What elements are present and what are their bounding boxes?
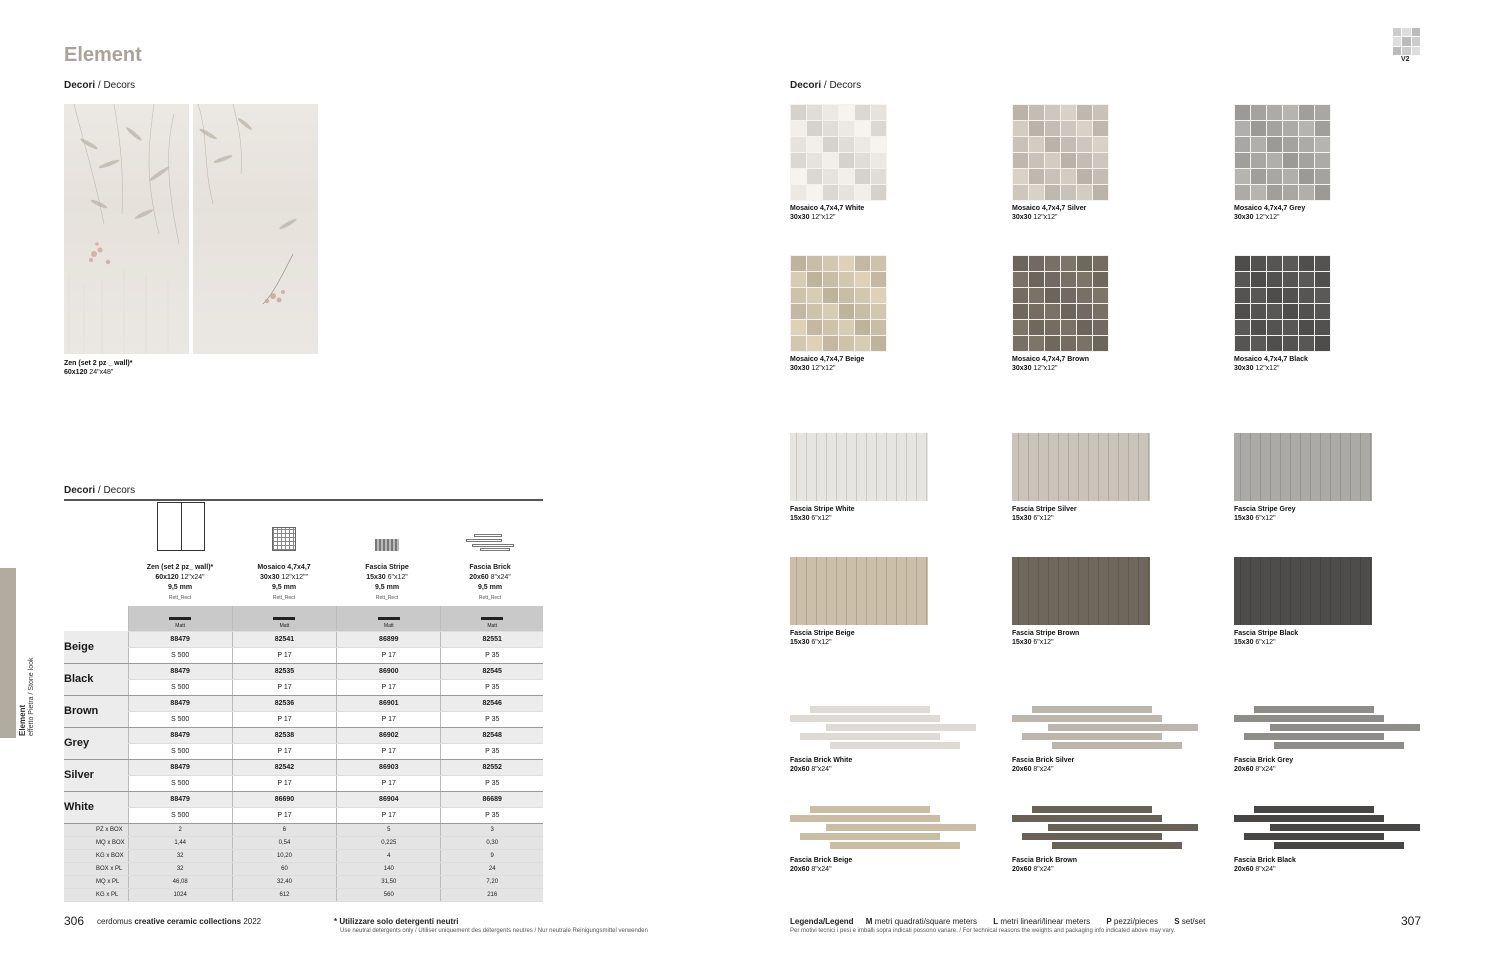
product-name: Mosaico 4,7x4,7 Black xyxy=(1234,356,1308,363)
pack-unit: P 35 xyxy=(441,679,543,695)
product-name: Fascia Brick Brown xyxy=(1012,857,1077,864)
product-size: 30x30 xyxy=(790,214,810,221)
spec-table xyxy=(64,606,543,902)
packaging-value: 0,225 xyxy=(337,836,441,849)
product-caption xyxy=(1234,355,1308,373)
brick-strip xyxy=(1270,724,1420,731)
mosaic-tile-image xyxy=(1234,104,1331,201)
brick-strip xyxy=(830,842,960,849)
pack-unit: P 17 xyxy=(337,711,441,727)
product-size-inch: 8"x24" xyxy=(1031,766,1054,773)
product-size: 15x30 xyxy=(790,639,810,646)
product-caption xyxy=(1012,505,1077,523)
stripe-tile-image xyxy=(1234,433,1372,501)
product-size-inch: 6"x12" xyxy=(1031,639,1054,646)
packaging-value: 3 xyxy=(441,823,543,836)
packaging-value: 4 xyxy=(337,849,441,862)
packaging-row xyxy=(64,862,543,875)
product-caption xyxy=(1234,505,1295,523)
finish-row xyxy=(64,606,543,631)
packaging-value: 46,08 xyxy=(128,875,232,888)
product-size: 20x60 xyxy=(1234,866,1254,873)
product-size-inch: 12"x12" xyxy=(809,214,836,221)
packaging-value: 2 xyxy=(128,823,232,836)
packaging-value: 24 xyxy=(441,862,543,875)
table-heading: Decori / Decors xyxy=(64,485,136,496)
article-code: 82545 xyxy=(441,663,543,679)
packaging-label: KG x PL xyxy=(64,888,128,901)
pack-unit: P 17 xyxy=(232,775,336,791)
row-color-name: Grey xyxy=(64,727,128,759)
article-code: 82551 xyxy=(441,631,543,647)
product-caption xyxy=(1012,629,1079,647)
brick-strip xyxy=(1022,733,1162,740)
article-code: 86899 xyxy=(337,631,441,647)
product-size: 15x30 xyxy=(790,515,810,522)
packaging-row xyxy=(64,875,543,888)
table-row xyxy=(64,631,543,647)
pack-unit: P 17 xyxy=(337,679,441,695)
article-code: 82536 xyxy=(232,695,336,711)
brick-tile-image xyxy=(1012,706,1198,754)
col-head-zen: Zen (set 2 pz_ wall)* 60x120 12"x24" 9,5 mm Rett_Rect xyxy=(146,564,214,601)
section-heading-decors: Decori / Decors xyxy=(64,80,136,91)
brick-strip xyxy=(830,742,960,749)
product-size: 30x30 xyxy=(1234,365,1254,372)
packaging-value: 1024 xyxy=(128,888,232,901)
brick-strip xyxy=(1012,815,1162,822)
product-name: Fascia Brick White xyxy=(790,757,853,764)
pack-unit: P 17 xyxy=(232,807,336,823)
packaging-value: 31,50 xyxy=(337,875,441,888)
side-tab xyxy=(0,568,16,738)
table-row xyxy=(64,791,543,807)
brick-strip xyxy=(790,715,940,722)
product-size-inch: 12"x12" xyxy=(809,365,836,372)
article-code: 88479 xyxy=(128,631,232,647)
product-caption xyxy=(1234,856,1296,874)
brick-tile-image xyxy=(790,706,976,754)
article-code: 82552 xyxy=(441,759,543,775)
pack-unit: P 35 xyxy=(441,743,543,759)
packaging-row xyxy=(64,823,543,836)
product-name: Mosaico 4,7x4,7 Grey xyxy=(1234,205,1306,212)
article-code: 82542 xyxy=(232,759,336,775)
product-caption xyxy=(790,756,852,774)
article-code: 82541 xyxy=(232,631,336,647)
legend: Legenda/Legend M metri quadrati/square meters L metri lineari/linear meters P pezzi/pieces S set/set xyxy=(790,917,1206,926)
packaging-value: 32 xyxy=(128,849,232,862)
brick-strip xyxy=(1254,806,1374,813)
row-color-name: Silver xyxy=(64,759,128,791)
packaging-value: 140 xyxy=(337,862,441,875)
packaging-value: 0,30 xyxy=(441,836,543,849)
brick-strip xyxy=(810,806,930,813)
pack-unit: P 17 xyxy=(232,743,336,759)
packaging-label: PZ x BOX xyxy=(64,823,128,836)
brick-strip xyxy=(790,815,940,822)
pack-unit: S 500 xyxy=(128,807,232,823)
packaging-value: 6 xyxy=(232,823,336,836)
section-heading-decors-right: Decori / Decors xyxy=(790,80,862,91)
article-code: 86690 xyxy=(232,791,336,807)
table-row xyxy=(64,727,543,743)
product-size: 30x30 xyxy=(1234,214,1254,221)
product-size-inch: 6"x12" xyxy=(1253,639,1276,646)
brick-icon xyxy=(466,534,516,551)
product-size: 30x30 xyxy=(790,365,810,372)
brick-tile-image xyxy=(1234,706,1420,754)
pack-unit: P 17 xyxy=(337,743,441,759)
packaging-value: 9 xyxy=(441,849,543,862)
stripe-tile-image xyxy=(1012,557,1150,625)
side-label: Element effetto Pietra / Stone look xyxy=(18,657,35,736)
packaging-value: 60 xyxy=(232,862,336,875)
brick-strip xyxy=(1244,733,1384,740)
brick-strip xyxy=(1052,742,1182,749)
pack-unit: P 17 xyxy=(337,807,441,823)
col-head-stripe: Fascia Stripe 15x30 6"x12" 9,5 mm Rett_Rect xyxy=(365,564,409,601)
article-code: 82548 xyxy=(441,727,543,743)
packaging-value: 560 xyxy=(337,888,441,901)
article-code: 86903 xyxy=(337,759,441,775)
product-size: 20x60 xyxy=(1234,766,1254,773)
article-code: 88479 xyxy=(128,727,232,743)
col-head-mosaico: Mosaico 4,7x4,7 30x30 12"x12"" 9,5 mm Rett_Rect xyxy=(257,564,311,601)
product-size: 15x30 xyxy=(1012,639,1032,646)
table-rule xyxy=(64,499,543,501)
packaging-value: 10,20 xyxy=(232,849,336,862)
product-size-inch: 12"x12" xyxy=(1031,365,1058,372)
packaging-label: BOX x PL xyxy=(64,862,128,875)
product-name: Mosaico 4,7x4,7 Silver xyxy=(1012,205,1087,212)
page-number-left: 306 xyxy=(64,914,85,928)
product-size: 15x30 xyxy=(1234,515,1254,522)
table-row xyxy=(64,711,543,727)
product-name: Mosaico 4,7x4,7 Beige xyxy=(790,356,865,363)
packaging-value: 0,54 xyxy=(232,836,336,849)
brick-strip xyxy=(1052,842,1182,849)
product-caption xyxy=(790,204,864,222)
brick-strip xyxy=(1234,815,1384,822)
product-size: 20x60 xyxy=(790,766,810,773)
packaging-value: 7,20 xyxy=(441,875,543,888)
zen-set-icon xyxy=(157,502,205,551)
product-size-inch: 8"x24" xyxy=(809,866,832,873)
collection-badge-icon xyxy=(1393,28,1420,55)
pack-unit: P 35 xyxy=(441,711,543,727)
pack-unit: P 17 xyxy=(337,647,441,663)
article-code: 88479 xyxy=(128,695,232,711)
brick-strip xyxy=(1254,706,1374,713)
product-size-inch: 8"x24" xyxy=(1031,866,1054,873)
table-row xyxy=(64,663,543,679)
finish-cell: Matt xyxy=(441,606,543,631)
product-caption xyxy=(1234,204,1305,222)
packaging-value: 216 xyxy=(441,888,543,901)
product-caption xyxy=(1012,355,1089,373)
product-caption xyxy=(1012,856,1077,874)
article-code: 86689 xyxy=(441,791,543,807)
product-size-inch: 8"x24" xyxy=(809,766,832,773)
product-caption xyxy=(790,505,855,523)
product-size-inch: 6"x12" xyxy=(1253,515,1276,522)
zen-panel-left xyxy=(64,104,189,354)
pack-unit: P 17 xyxy=(232,711,336,727)
product-caption xyxy=(1012,204,1086,222)
article-code: 86901 xyxy=(337,695,441,711)
brick-strip xyxy=(1012,715,1162,722)
product-name: Fascia Stripe Black xyxy=(1234,630,1299,637)
table-row xyxy=(64,775,543,791)
product-size-inch: 6"x12" xyxy=(809,515,832,522)
product-size: 20x60 xyxy=(1012,866,1032,873)
article-code: 82538 xyxy=(232,727,336,743)
brick-strip xyxy=(1032,806,1152,813)
stripe-tile-image xyxy=(1012,433,1150,501)
mosaic-tile-image xyxy=(1012,255,1109,352)
article-code: 82546 xyxy=(441,695,543,711)
packaging-row xyxy=(64,888,543,901)
packaging-row xyxy=(64,836,543,849)
stripe-tile-image xyxy=(1234,557,1372,625)
article-code: 86902 xyxy=(337,727,441,743)
packaging-row xyxy=(64,849,543,862)
row-color-name: Brown xyxy=(64,695,128,727)
detergent-note: * Utilizzare solo detergenti neutri xyxy=(334,917,459,926)
product-size-inch: 6"x12" xyxy=(809,639,832,646)
col-head-brick: Fascia Brick 20x60 8"x24" 9,5 mm Rett_Rect xyxy=(469,564,511,601)
mosaic-tile-image xyxy=(1234,255,1331,352)
pack-unit: P 17 xyxy=(337,775,441,791)
product-name: Mosaico 4,7x4,7 White xyxy=(790,205,865,212)
pack-unit: P 35 xyxy=(441,807,543,823)
finish-cell: Matt xyxy=(128,606,232,631)
product-size-inch: 8"x24" xyxy=(1253,766,1276,773)
mosaic-tile-image xyxy=(790,104,887,201)
finish-cell: Matt xyxy=(232,606,336,631)
product-name: Fascia Brick Black xyxy=(1234,857,1296,864)
pack-unit: P 17 xyxy=(232,679,336,695)
brick-tile-image xyxy=(790,806,976,854)
product-size-inch: 12"x12" xyxy=(1253,214,1280,221)
product-size-inch: 6"x12" xyxy=(1031,515,1054,522)
product-size-inch: 12"x12" xyxy=(1031,214,1058,221)
pack-unit: S 500 xyxy=(128,775,232,791)
product-name: Fascia Stripe Grey xyxy=(1234,506,1296,513)
product-caption xyxy=(1234,629,1298,647)
product-name: Fascia Stripe White xyxy=(790,506,855,513)
table-row xyxy=(64,743,543,759)
article-code: 88479 xyxy=(128,791,232,807)
packaging-label: MQ x PL xyxy=(64,875,128,888)
brick-strip xyxy=(1234,715,1384,722)
product-name: Fascia Stripe Brown xyxy=(1012,630,1080,637)
table-row xyxy=(64,759,543,775)
brick-tile-image xyxy=(1234,806,1420,854)
article-code: 86904 xyxy=(337,791,441,807)
brick-strip xyxy=(1274,842,1404,849)
stripe-tile-image xyxy=(790,557,928,625)
article-code: 88479 xyxy=(128,663,232,679)
pack-unit: P 17 xyxy=(232,647,336,663)
brick-strip xyxy=(826,824,976,831)
page-title: Element xyxy=(64,44,142,66)
product-size: 15x30 xyxy=(1012,515,1032,522)
product-size: 30x30 xyxy=(1012,365,1032,372)
product-name: Fascia Stripe Beige xyxy=(790,630,855,637)
detergent-note-sub: Use neutral detergents only / Utiliser uniquement des détergents neutres / Nur neutrale Reinigungsmittel verwenden xyxy=(340,928,648,934)
table-row xyxy=(64,807,543,823)
brick-strip xyxy=(800,833,940,840)
pack-unit: S 500 xyxy=(128,711,232,727)
brick-tile-image xyxy=(1012,806,1198,854)
product-size: 30x30 xyxy=(1012,214,1032,221)
packaging-label: KG x BOX xyxy=(64,849,128,862)
packaging-value: 1,44 xyxy=(128,836,232,849)
table-row xyxy=(64,679,543,695)
collection-badge-label: V2 xyxy=(1401,56,1410,63)
legend-note: Per motivi tecnici i pesi e imballi sopra indicati possono variare. / For technical reasons the weights and packaging info indicated above may vary. xyxy=(790,928,1176,934)
finish-cell: Matt xyxy=(337,606,441,631)
product-caption xyxy=(1234,756,1293,774)
brick-strip xyxy=(1032,706,1152,713)
pack-unit: S 500 xyxy=(128,743,232,759)
brick-strip xyxy=(1048,724,1198,731)
product-caption xyxy=(1012,756,1074,774)
product-caption xyxy=(790,856,852,874)
article-code: 82535 xyxy=(232,663,336,679)
row-color-name: Black xyxy=(64,663,128,695)
product-name: Fascia Brick Grey xyxy=(1234,757,1294,764)
packaging-value: 5 xyxy=(337,823,441,836)
brick-strip xyxy=(800,733,940,740)
packaging-value: 32 xyxy=(128,862,232,875)
brick-strip xyxy=(1048,824,1198,831)
product-size: 20x60 xyxy=(790,866,810,873)
article-code: 86900 xyxy=(337,663,441,679)
product-name: Fascia Brick Beige xyxy=(790,857,853,864)
brick-strip xyxy=(1022,833,1162,840)
mosaic-tile-image xyxy=(1012,104,1109,201)
product-size: 20x60 xyxy=(1012,766,1032,773)
stripe-icon xyxy=(375,539,399,551)
product-caption xyxy=(790,355,864,373)
brick-strip xyxy=(826,724,976,731)
product-size-inch: 12"x12" xyxy=(1253,365,1280,372)
brick-strip xyxy=(1274,742,1404,749)
packaging-value: 32,40 xyxy=(232,875,336,888)
zen-panel-right xyxy=(193,104,318,354)
packaging-value: 612 xyxy=(232,888,336,901)
pack-unit: P 35 xyxy=(441,775,543,791)
product-size-inch: 8"x24" xyxy=(1253,866,1276,873)
pack-unit: P 35 xyxy=(441,647,543,663)
table-row xyxy=(64,647,543,663)
zen-caption: Zen (set 2 pz _ wall)* 60x120 24"x48" xyxy=(64,360,133,376)
packaging-label: MQ x BOX xyxy=(64,836,128,849)
brand-line: cerdomus creative ceramic collections 2022 xyxy=(97,917,262,926)
product-name: Fascia Brick Silver xyxy=(1012,757,1075,764)
brick-strip xyxy=(1244,833,1384,840)
brick-strip xyxy=(810,706,930,713)
mosaic-tile-image xyxy=(790,255,887,352)
row-color-name: Beige xyxy=(64,631,128,663)
row-color-name: White xyxy=(64,791,128,823)
table-row xyxy=(64,695,543,711)
mosaic-icon xyxy=(272,527,296,551)
pack-unit: S 500 xyxy=(128,679,232,695)
product-name: Mosaico 4,7x4,7 Brown xyxy=(1012,356,1090,363)
stripe-tile-image xyxy=(790,433,928,501)
pack-unit: S 500 xyxy=(128,647,232,663)
product-name: Fascia Stripe Silver xyxy=(1012,506,1077,513)
product-size: 15x30 xyxy=(1234,639,1254,646)
article-code: 88479 xyxy=(128,759,232,775)
product-caption xyxy=(790,629,855,647)
brick-strip xyxy=(1270,824,1420,831)
page-number-right: 307 xyxy=(1401,914,1422,928)
